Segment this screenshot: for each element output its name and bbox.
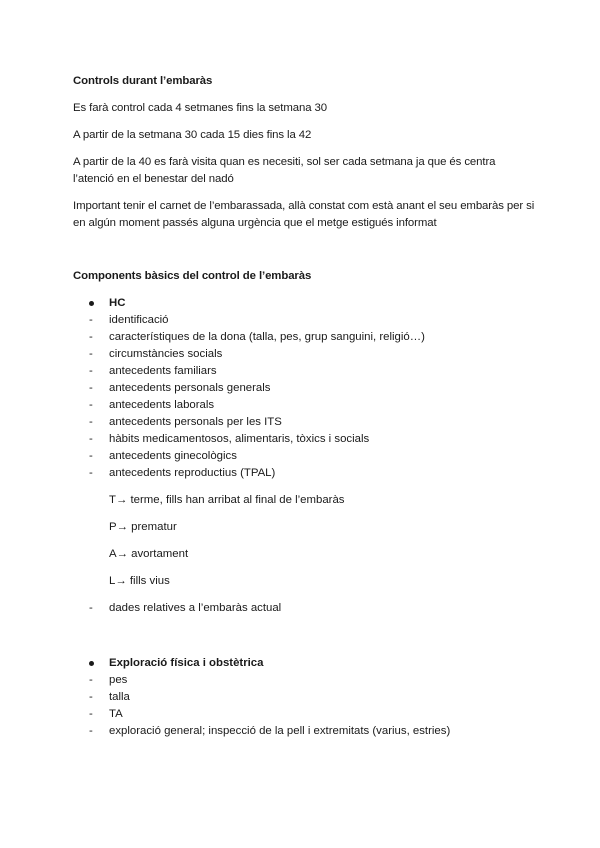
- dash-marker: -: [89, 467, 93, 479]
- list-item-text: característiques de la dona (talla, pes, grup sanguini, religió…): [109, 331, 425, 343]
- section-heading-components: Components bàsics del control de l’embaràs: [73, 270, 312, 282]
- list-item: [0, 690, 600, 704]
- dash-marker: -: [89, 674, 93, 686]
- list-item-text: identificació: [109, 314, 169, 326]
- list-item: [0, 432, 600, 446]
- list-item-text: dades relatives a l’embaràs actual: [109, 602, 282, 614]
- dash-marker: -: [89, 433, 93, 445]
- list-item-text: antecedents ginecològics: [109, 450, 237, 462]
- list-item: [0, 398, 600, 412]
- dash-marker: -: [89, 450, 93, 462]
- tpal-abortion: A→ avortament: [109, 548, 189, 560]
- dash-marker: -: [89, 365, 93, 377]
- bullet-dot: [89, 301, 94, 306]
- paragraph-visit-line-1: A partir de la 40 es farà visita quan es necesiti, sol ser cada setmana ja que és centra: [73, 156, 496, 168]
- dash-marker: -: [89, 382, 93, 394]
- bullet-exploration-label: Exploració física i obstètrica: [109, 657, 264, 669]
- dash-marker: -: [89, 331, 93, 343]
- list-item-text: hàbits medicamentosos, alimentaris, tòxics i socials: [109, 433, 370, 445]
- dash-marker: -: [89, 602, 93, 614]
- list-item-text: antecedents reproductius (TPAL): [109, 467, 276, 479]
- paragraph-visit-line-2: l’atenció en el benestar del nadó: [73, 173, 234, 185]
- list-item-text: TA: [109, 708, 123, 720]
- dash-marker: -: [89, 708, 93, 720]
- dash-marker: -: [89, 348, 93, 360]
- tpal-living: L→ fills vius: [109, 575, 170, 587]
- list-item: [0, 415, 600, 429]
- tpal-term: T→ terme, fills han arribat al final de l’embaràs: [109, 494, 345, 506]
- list-item-text: antecedents laborals: [109, 399, 215, 411]
- dash-marker: -: [89, 416, 93, 428]
- list-item-text: circumstàncies socials: [109, 348, 223, 360]
- dash-marker: -: [89, 725, 93, 737]
- bullet-hc-label: HC: [109, 297, 126, 309]
- list-item: [0, 364, 600, 378]
- list-item: [0, 347, 600, 361]
- list-item: [0, 601, 600, 615]
- list-item: [0, 466, 600, 480]
- bullet-hc: [0, 296, 600, 310]
- paragraph-control-15-days: A partir de la setmana 30 cada 15 dies fins la 42: [73, 129, 312, 141]
- list-item-text: antecedents familiars: [109, 365, 217, 377]
- paragraph-carnet-line-2: en algún moment passés alguna urgència que el metge estigués informat: [73, 217, 437, 229]
- list-item: [0, 724, 600, 738]
- list-item-text: exploració general; inspecció de la pell i extremitats (varius, estries): [109, 725, 451, 737]
- bullet-dot: [89, 661, 94, 666]
- list-item: [0, 673, 600, 687]
- dash-marker: -: [89, 691, 93, 703]
- list-item: [0, 381, 600, 395]
- list-item-text: pes: [109, 674, 128, 686]
- bullet-exploration: [0, 656, 600, 670]
- list-item: [0, 313, 600, 327]
- list-item-text: antecedents personals generals: [109, 382, 271, 394]
- list-item-text: antecedents personals per les ITS: [109, 416, 282, 428]
- tpal-premature: P→ prematur: [109, 521, 177, 533]
- dash-marker: -: [89, 314, 93, 326]
- section-heading-controls: Controls durant l’embaràs: [73, 75, 213, 87]
- list-item: [0, 330, 600, 344]
- list-item-text: talla: [109, 691, 130, 703]
- paragraph-control-4-weeks: Es farà control cada 4 setmanes fins la setmana 30: [73, 102, 327, 114]
- dash-marker: -: [89, 399, 93, 411]
- paragraph-carnet-line-1: Important tenir el carnet de l’embarassada, allà constat com està anant el seu embaràs per si: [73, 200, 535, 212]
- list-item: [0, 707, 600, 721]
- list-item: [0, 449, 600, 463]
